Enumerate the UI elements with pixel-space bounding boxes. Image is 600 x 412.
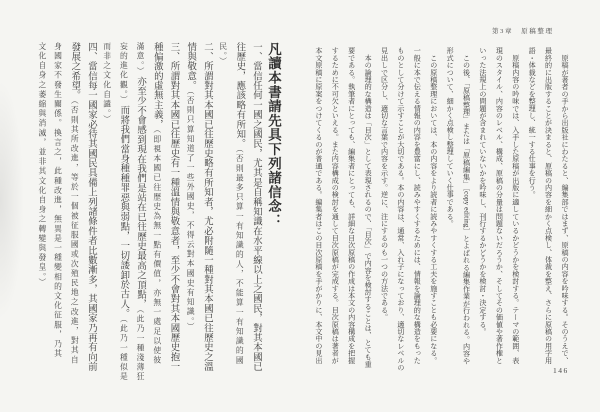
text-segment: 本の論理的な構造は「目次」として表現されるので、「目次」で内容を検討することは、とても重: [364, 47, 373, 368]
text-segment: 原稿が著者の手から出版社にわたると、編集部ではまず、原稿の内容を吟味する。そのうえで、: [561, 47, 569, 364]
text-segment: 而非之文化自譴。）: [102, 42, 112, 125]
text-column: [34, 42, 50, 378]
text-column: [311, 47, 327, 363]
running-head: 第3章 原稿整理: [492, 28, 554, 35]
text-column: [491, 47, 507, 363]
text-column: [327, 47, 343, 363]
text-column: [360, 47, 376, 368]
text-segment: 情與敬意。: [185, 42, 196, 91]
text-segment: 現のスタイル、内容のレベル、構成、原稿の分量は問題ないだろうか、そしてその価値や著作権と: [495, 47, 504, 364]
text-column: [231, 42, 248, 378]
text-column: [215, 42, 231, 378]
text-segment: 而將我們當身種種罪惡與弱點，一切諉卸於古人。: [118, 105, 129, 319]
text-column: [148, 42, 165, 378]
text-segment: 最終的に出版することが決まると、原稿の内容を細かく点検し、体裁を整え、さらに原稿の用字用: [544, 47, 553, 364]
text-segment: 亦至少不會感到現在我們是站在已往歷史最高之頂點，: [135, 76, 146, 310]
text-segment: するために不可欠といえる。また内容構成の検討を通して目次原稿が完成する。目次原稿は著者が: [331, 47, 340, 364]
text-column: [198, 42, 215, 378]
text-segment: 文化自身之萎縮與消滅，並非其文化自身之轉變與發皇。）: [37, 42, 47, 288]
text-column: [425, 47, 441, 363]
text-segment: 語・体裁などを整理し、統一する仕事を行う。: [528, 47, 537, 199]
text-column: [376, 47, 392, 363]
left-page-text: [34, 42, 283, 382]
text-column: [66, 42, 83, 378]
text-segment: この原稿整理においては、本の内容をより読者に読みやすくする工夫を施すことも必要になる。: [429, 47, 438, 364]
text-column: [82, 42, 99, 378]
text-column: [475, 47, 491, 363]
text-column: [524, 47, 540, 363]
text-segment: 一、當信任何一國之國民，尤其是自稱知識在水平線以上之國民，對其本國已: [251, 42, 261, 372]
text-segment: 三、所謂對其本國已往歷史有一種溫情與敬意者，至少不會對其本國歷史抱一: [168, 42, 179, 372]
text-column: [458, 47, 474, 363]
scan-edge-shadow: [0, 80, 24, 320]
text-segment: 民。）: [218, 42, 228, 67]
text-segment: 往歷史，應該略有所知。: [234, 42, 245, 149]
text-segment: いった法規上の問題が含まれていないかを吟味し、刊行するかどうかを検討・決定する。: [478, 47, 487, 335]
text-column: [115, 42, 132, 382]
text-segment: この後、「原稿整理」または「原稿編集」〔copy editing〕とよばれる編集作業が行われる。内容や: [462, 47, 471, 365]
text-column: [343, 47, 359, 363]
text-segment: 發展之希望。: [69, 42, 80, 101]
page-number: 146: [553, 366, 569, 375]
text-column: [540, 47, 556, 363]
text-segment: 四、當信每一國家必待其國民具備上列諸條件者比數漸多，其國家乃再有向前: [85, 42, 96, 372]
text-segment: 見出しで区分し、適切な言葉で内容を示す。逆に、注にするのも一つの方法である。: [380, 47, 389, 321]
text-segment: （此乃一種似是: [119, 318, 129, 382]
text-column: [50, 42, 66, 378]
text-column: [165, 42, 182, 378]
text-segment: 要である。執筆者にとっても、編集者にとっても、詳細な目次原稿の作成は本文の内容構成を把握: [347, 47, 356, 364]
text-segment: （否則其所改進，等於一個被征服國或次殖民地之改進，對其自: [70, 100, 80, 366]
text-segment: 形式について、細かく点検し整理していく仕事である。: [446, 47, 455, 227]
text-segment: 妄的進化觀。）: [119, 42, 129, 106]
text-segment: 原稿内容の吟味では、入手した原稿が出版に適しているかどうかを検討する。テーマの範囲、表: [511, 47, 520, 364]
text-column: [99, 42, 115, 378]
text-column: [507, 47, 523, 363]
text-segment: 滿意。）: [136, 42, 146, 77]
text-segment: 本文原稿に原案をつけてくるのが普通である。編集者はこの目次原稿を手がかりに、本文中の見出: [314, 47, 323, 364]
text-column: [442, 47, 458, 363]
text-segment: 身國家不發生關係。換言之，此種改進，無異是一種變相的文化征服，乃其: [53, 42, 63, 359]
text-column: [409, 47, 425, 363]
text-segment: 一般に本で伝える情報の内容を豊富にし、読みやすくするためには、情報を論理的な構造をもった: [413, 47, 422, 364]
text-column: [247, 42, 264, 378]
text-column: [264, 42, 283, 378]
text-segment: （否則最多只算一有知識的人，不能算一有知識的國: [235, 148, 245, 366]
text-segment: （此乃一種淺薄狂: [136, 309, 146, 382]
text-column: [393, 47, 409, 371]
text-column: [181, 42, 198, 378]
text-column: [131, 42, 148, 382]
text-segment: （即視本國已往歷史為無一點有價值，亦無一處足以使彼: [152, 129, 162, 366]
text-segment: ものとして分けて示すことが大切である。本の内容は、通常、入れ子になっており、適切なレベルの: [396, 47, 405, 371]
text-segment: 二、所謂對其本國已往歷史略有所知者，尤必附隨一種對其本國已往歷史之溫: [201, 42, 212, 372]
text-segment: 凡讀本書請先具下列諸信念：: [266, 42, 281, 228]
text-segment: （否則只算知道了一些外國史，不得云對本國史有知識。）: [186, 90, 196, 333]
text-column: [557, 47, 573, 363]
text-segment: 種偏激的虛無主義，: [151, 42, 162, 130]
